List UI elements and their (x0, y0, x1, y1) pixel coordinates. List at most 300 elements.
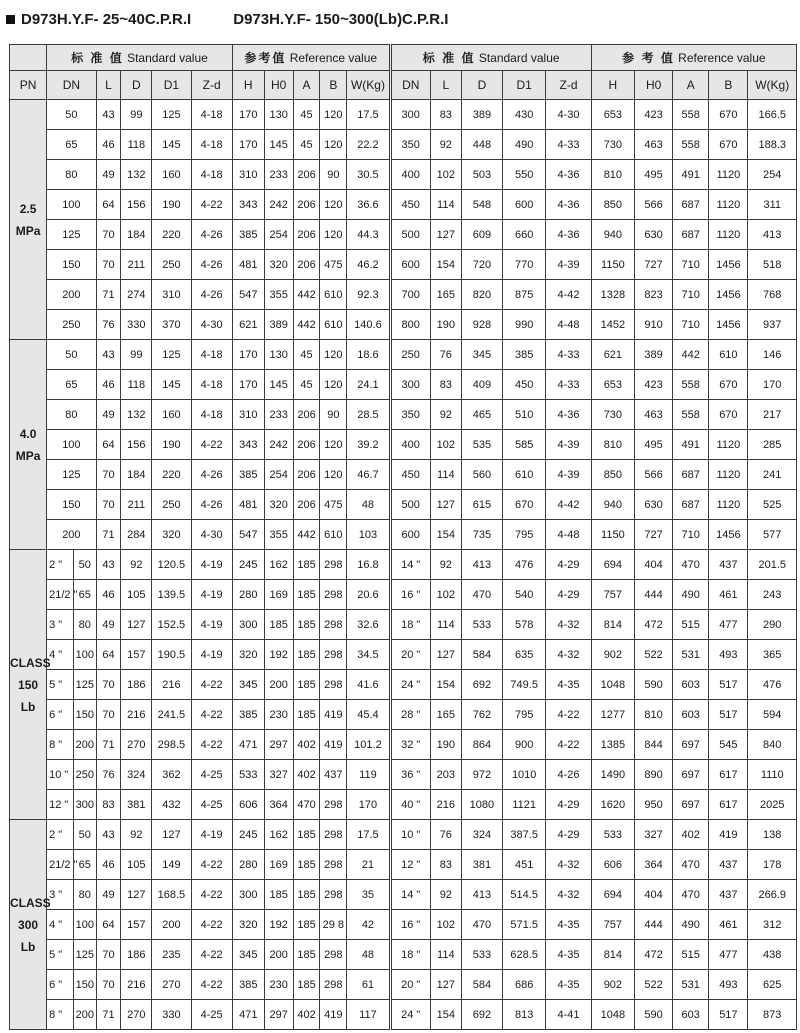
value-h0: 389 (264, 310, 293, 340)
pressure-label-line: 2.5 (19, 201, 37, 216)
value-d1: 220 (152, 460, 191, 490)
value-w: 16.8 (347, 550, 390, 580)
right-value: 14 " (390, 550, 430, 580)
value-w: 92.3 (347, 280, 390, 310)
size-inch: 2 " (47, 820, 74, 850)
right-value: 4-29 (546, 790, 591, 820)
right-value: 250 (390, 340, 430, 370)
size-dn: 125 (47, 460, 97, 490)
right-value: 400 (390, 160, 430, 190)
value-w: 103 (347, 520, 390, 550)
value-d: 99 (121, 340, 152, 370)
right-value: 463 (635, 400, 673, 430)
value-h0: 355 (264, 520, 293, 550)
right-value: 312 (748, 910, 797, 940)
value-b: 298 (320, 970, 347, 1000)
right-value: 190 (430, 730, 461, 760)
right-value: 444 (635, 910, 673, 940)
value-d: 216 (121, 700, 152, 730)
value-l: 46 (96, 850, 121, 880)
value-l: 70 (96, 970, 121, 1000)
right-value: 694 (591, 550, 634, 580)
right-value: 76 (430, 340, 461, 370)
bullet-square-icon (6, 15, 15, 24)
right-value: 465 (461, 400, 502, 430)
right-value: 697 (673, 760, 709, 790)
right-value: 584 (461, 970, 502, 1000)
header-row-groups (10, 45, 797, 71)
right-value: 4-26 (546, 760, 591, 790)
right-value: 990 (503, 310, 546, 340)
value-d1: 362 (152, 760, 191, 790)
value-l: 70 (96, 250, 121, 280)
value-d1: 432 (152, 790, 191, 820)
value-h0: 254 (264, 460, 293, 490)
value-zd: 4-18 (191, 340, 232, 370)
value-w: 34.5 (347, 640, 390, 670)
value-h: 280 (232, 580, 264, 610)
value-w: 21 (347, 850, 390, 880)
value-d1: 168.5 (152, 880, 191, 910)
value-d: 184 (121, 220, 152, 250)
right-value: 584 (461, 640, 502, 670)
header-col: D1 (503, 71, 546, 100)
right-value: 621 (591, 340, 634, 370)
value-w: 39.2 (347, 430, 390, 460)
table-row (10, 130, 797, 160)
value-w: 48 (347, 940, 390, 970)
right-value: 757 (591, 910, 634, 940)
header-col: DN (390, 71, 430, 100)
right-value: 4-22 (546, 730, 591, 760)
value-h0: 162 (264, 550, 293, 580)
right-value: 522 (635, 970, 673, 1000)
right-value: 166.5 (748, 100, 797, 130)
right-value: 692 (461, 670, 502, 700)
value-l: 83 (96, 790, 121, 820)
right-value: 823 (635, 280, 673, 310)
right-value: 735 (461, 520, 502, 550)
right-value: 461 (709, 910, 748, 940)
header-col: W(Kg) (748, 71, 797, 100)
right-value: 495 (635, 160, 673, 190)
size-dn: 100 (47, 190, 97, 220)
table-row (10, 280, 797, 310)
right-value: 730 (591, 400, 634, 430)
value-zd: 4-26 (191, 490, 232, 520)
size-inch: 6 " (47, 970, 74, 1000)
value-h: 310 (232, 400, 264, 430)
table-row (10, 340, 797, 370)
right-value: 630 (635, 490, 673, 520)
header-blank-cell (10, 45, 47, 71)
right-value: 510 (503, 400, 546, 430)
right-value: 902 (591, 640, 634, 670)
right-value: 500 (390, 220, 430, 250)
value-h0: 320 (264, 490, 293, 520)
right-value: 448 (461, 130, 502, 160)
size-dn: 80 (47, 400, 97, 430)
right-value: 472 (635, 610, 673, 640)
size-dn: 250 (47, 310, 97, 340)
right-value: 154 (430, 520, 461, 550)
header-standard-cn: 标 准 值 (422, 51, 476, 65)
right-value: 4-29 (546, 550, 591, 580)
value-l: 71 (96, 280, 121, 310)
right-value: 540 (503, 580, 546, 610)
header-col: B (709, 71, 748, 100)
table-row (10, 190, 797, 220)
value-d1: 220 (152, 220, 191, 250)
right-value: 902 (591, 970, 634, 1000)
value-d1: 235 (152, 940, 191, 970)
value-h: 621 (232, 310, 264, 340)
right-value: 12 " (390, 850, 430, 880)
right-value: 493 (709, 970, 748, 1000)
right-value: 1080 (461, 790, 502, 820)
right-value: 517 (709, 670, 748, 700)
table-row (10, 460, 797, 490)
header-col: D (461, 71, 502, 100)
right-value: 4-30 (546, 100, 591, 130)
value-l: 64 (96, 430, 121, 460)
value-zd: 4-26 (191, 220, 232, 250)
right-value: 404 (635, 880, 673, 910)
right-value: 687 (673, 460, 709, 490)
right-value: 476 (748, 670, 797, 700)
value-l: 46 (96, 130, 121, 160)
right-value: 4-41 (546, 1000, 591, 1030)
value-w: 35 (347, 880, 390, 910)
value-h0: 192 (264, 910, 293, 940)
size-dn: 50 (73, 820, 96, 850)
header-reference-en: Reference value (289, 51, 378, 65)
header-col: L (430, 71, 461, 100)
right-value: 1120 (709, 430, 748, 460)
right-value: 500 (390, 490, 430, 520)
value-w: 41.6 (347, 670, 390, 700)
right-value: 16 " (390, 580, 430, 610)
right-value: 400 (390, 430, 430, 460)
right-value: 216 (430, 790, 461, 820)
right-value: 10 " (390, 820, 430, 850)
right-value: 1456 (709, 310, 748, 340)
right-value: 940 (591, 220, 634, 250)
value-zd: 4-26 (191, 460, 232, 490)
table-row (10, 820, 797, 850)
value-a: 185 (293, 880, 320, 910)
right-value: 364 (635, 850, 673, 880)
value-zd: 4-22 (191, 850, 232, 880)
right-value: 560 (461, 460, 502, 490)
right-value: 813 (503, 1000, 546, 1030)
value-d: 92 (121, 550, 152, 580)
right-value: 217 (748, 400, 797, 430)
value-w: 101.2 (347, 730, 390, 760)
right-value: 423 (635, 370, 673, 400)
right-value: 4-36 (546, 220, 591, 250)
right-value: 495 (635, 430, 673, 460)
value-h: 300 (232, 880, 264, 910)
right-value: 600 (390, 250, 430, 280)
right-value: 749.5 (503, 670, 546, 700)
size-dn: 150 (47, 250, 97, 280)
pressure-label-line: CLASS (10, 655, 51, 670)
value-d: 105 (121, 850, 152, 880)
value-d1: 160 (152, 400, 191, 430)
right-value: 4-35 (546, 910, 591, 940)
value-h: 385 (232, 220, 264, 250)
right-value: 1452 (591, 310, 634, 340)
right-value: 566 (635, 460, 673, 490)
right-value: 653 (591, 370, 634, 400)
right-value: 470 (673, 550, 709, 580)
right-value: 635 (503, 640, 546, 670)
right-value: 600 (503, 190, 546, 220)
value-b: 298 (320, 580, 347, 610)
right-value: 470 (673, 880, 709, 910)
right-value: 531 (673, 970, 709, 1000)
right-value: 350 (390, 130, 430, 160)
right-value: 385 (503, 340, 546, 370)
value-zd: 4-22 (191, 880, 232, 910)
value-h0: 355 (264, 280, 293, 310)
value-a: 45 (293, 130, 320, 160)
table-row (10, 580, 797, 610)
right-value: 477 (709, 610, 748, 640)
value-a: 185 (293, 820, 320, 850)
right-value: 450 (390, 190, 430, 220)
value-b: 29 8 (320, 910, 347, 940)
right-value: 138 (748, 820, 797, 850)
right-value: 4-33 (546, 130, 591, 160)
size-inch: 2 " (47, 550, 74, 580)
header-standard-en: Standard value (127, 51, 208, 65)
header-col: H (591, 71, 634, 100)
value-a: 185 (293, 970, 320, 1000)
right-value: 300 (390, 370, 430, 400)
value-w: 30.5 (347, 160, 390, 190)
size-dn: 100 (73, 640, 96, 670)
right-value: 493 (709, 640, 748, 670)
value-h0: 297 (264, 1000, 293, 1030)
value-l: 46 (96, 580, 121, 610)
value-a: 442 (293, 520, 320, 550)
right-value: 795 (503, 700, 546, 730)
value-zd: 4-25 (191, 1000, 232, 1030)
right-value: 254 (748, 160, 797, 190)
right-value: 324 (461, 820, 502, 850)
value-zd: 4-26 (191, 250, 232, 280)
right-value: 1120 (709, 220, 748, 250)
value-d1: 152.5 (152, 610, 191, 640)
right-value: 687 (673, 190, 709, 220)
right-value: 92 (430, 550, 461, 580)
value-a: 206 (293, 220, 320, 250)
right-value: 154 (430, 1000, 461, 1030)
header-col: A (673, 71, 709, 100)
value-h: 170 (232, 340, 264, 370)
right-value: 840 (748, 730, 797, 760)
right-value: 389 (635, 340, 673, 370)
value-b: 298 (320, 670, 347, 700)
value-b: 298 (320, 790, 347, 820)
value-h: 533 (232, 760, 264, 790)
right-value: 345 (461, 340, 502, 370)
value-d: 92 (121, 820, 152, 850)
right-value: 4-33 (546, 340, 591, 370)
title-left: D973H.Y.F- 25~40C.P.R.I (21, 10, 192, 28)
title-right: D973H.Y.F- 150~300(Lb)C.P.R.I (233, 10, 449, 28)
header-col: H0 (635, 71, 673, 100)
right-value: 950 (635, 790, 673, 820)
right-value: 1120 (709, 190, 748, 220)
value-b: 610 (320, 310, 347, 340)
right-value: 127 (430, 220, 461, 250)
right-value: 810 (591, 430, 634, 460)
right-value: 810 (591, 160, 634, 190)
right-value: 4-32 (546, 880, 591, 910)
value-d1: 120.5 (152, 550, 191, 580)
size-inch: 5 " (47, 670, 74, 700)
right-value: 4-48 (546, 310, 591, 340)
right-value: 873 (748, 1000, 797, 1030)
table-row (10, 550, 797, 580)
value-h0: 169 (264, 850, 293, 880)
value-h: 245 (232, 550, 264, 580)
value-d: 99 (121, 100, 152, 130)
header-reference-en: Reference value (678, 51, 766, 65)
right-value: 127 (430, 640, 461, 670)
table-row (10, 220, 797, 250)
value-w: 18.6 (347, 340, 390, 370)
value-w: 17.5 (347, 100, 390, 130)
pressure-label-line: 150 (18, 677, 39, 692)
value-d1: 145 (152, 370, 191, 400)
right-value: 4-32 (546, 610, 591, 640)
right-value: 727 (635, 250, 673, 280)
value-w: 119 (347, 760, 390, 790)
size-dn: 80 (73, 880, 96, 910)
header-reference-cn: 参 考 值 (622, 51, 675, 65)
value-l: 70 (96, 220, 121, 250)
value-d1: 250 (152, 490, 191, 520)
right-value: 910 (635, 310, 673, 340)
value-h0: 145 (264, 370, 293, 400)
right-value: 92 (430, 130, 461, 160)
right-value: 18 " (390, 940, 430, 970)
value-d1: 125 (152, 340, 191, 370)
value-h0: 364 (264, 790, 293, 820)
value-l: 49 (96, 160, 121, 190)
value-d1: 241.5 (152, 700, 191, 730)
right-value: 1385 (591, 730, 634, 760)
size-inch: 3 " (47, 880, 74, 910)
right-value: 102 (430, 430, 461, 460)
header-reference-cn: 参考值 (244, 51, 287, 65)
value-h: 170 (232, 370, 264, 400)
header-standard-right (390, 45, 591, 71)
right-value: 409 (461, 370, 502, 400)
right-value: 670 (503, 490, 546, 520)
right-value: 76 (430, 820, 461, 850)
header-col: D (121, 71, 152, 100)
value-a: 45 (293, 340, 320, 370)
right-value: 300 (390, 100, 430, 130)
value-l: 43 (96, 550, 121, 580)
header-standard-cn: 标 准 值 (71, 51, 124, 65)
value-h0: 233 (264, 160, 293, 190)
right-value: 730 (591, 130, 634, 160)
right-value: 518 (748, 250, 797, 280)
value-a: 185 (293, 580, 320, 610)
size-inch: 10 " (47, 760, 74, 790)
right-value: 972 (461, 760, 502, 790)
right-value: 578 (503, 610, 546, 640)
right-value: 387.5 (503, 820, 546, 850)
right-value: 4-35 (546, 970, 591, 1000)
value-w: 44.3 (347, 220, 390, 250)
value-a: 442 (293, 310, 320, 340)
value-zd: 4-22 (191, 190, 232, 220)
right-value: 628.5 (503, 940, 546, 970)
right-value: 600 (390, 520, 430, 550)
right-value: 32 " (390, 730, 430, 760)
right-value: 243 (748, 580, 797, 610)
value-a: 402 (293, 760, 320, 790)
right-value: 810 (635, 700, 673, 730)
table-row (10, 790, 797, 820)
right-value: 700 (390, 280, 430, 310)
right-value: 450 (390, 460, 430, 490)
value-h: 547 (232, 280, 264, 310)
value-d: 157 (121, 640, 152, 670)
table-row (10, 100, 797, 130)
right-value: 114 (430, 190, 461, 220)
right-value: 937 (748, 310, 797, 340)
right-value: 514.5 (503, 880, 546, 910)
right-value: 188.3 (748, 130, 797, 160)
size-dn: 200 (47, 280, 97, 310)
right-value: 451 (503, 850, 546, 880)
right-value: 327 (635, 820, 673, 850)
value-zd: 4-19 (191, 550, 232, 580)
right-value: 20 " (390, 970, 430, 1000)
value-a: 185 (293, 670, 320, 700)
right-value: 590 (635, 1000, 673, 1030)
value-b: 120 (320, 460, 347, 490)
right-value: 566 (635, 190, 673, 220)
right-value: 437 (709, 550, 748, 580)
right-value: 548 (461, 190, 502, 220)
value-d1: 127 (152, 820, 191, 850)
value-zd: 4-18 (191, 400, 232, 430)
value-l: 76 (96, 760, 121, 790)
right-value: 670 (709, 370, 748, 400)
value-d1: 200 (152, 910, 191, 940)
right-value: 594 (748, 700, 797, 730)
value-d: 216 (121, 970, 152, 1000)
right-value: 28 " (390, 700, 430, 730)
right-value: 470 (461, 580, 502, 610)
right-value: 4-36 (546, 160, 591, 190)
value-d: 184 (121, 460, 152, 490)
right-value: 630 (635, 220, 673, 250)
value-h0: 130 (264, 100, 293, 130)
value-d1: 139.5 (152, 580, 191, 610)
value-a: 206 (293, 250, 320, 280)
table-row (10, 370, 797, 400)
